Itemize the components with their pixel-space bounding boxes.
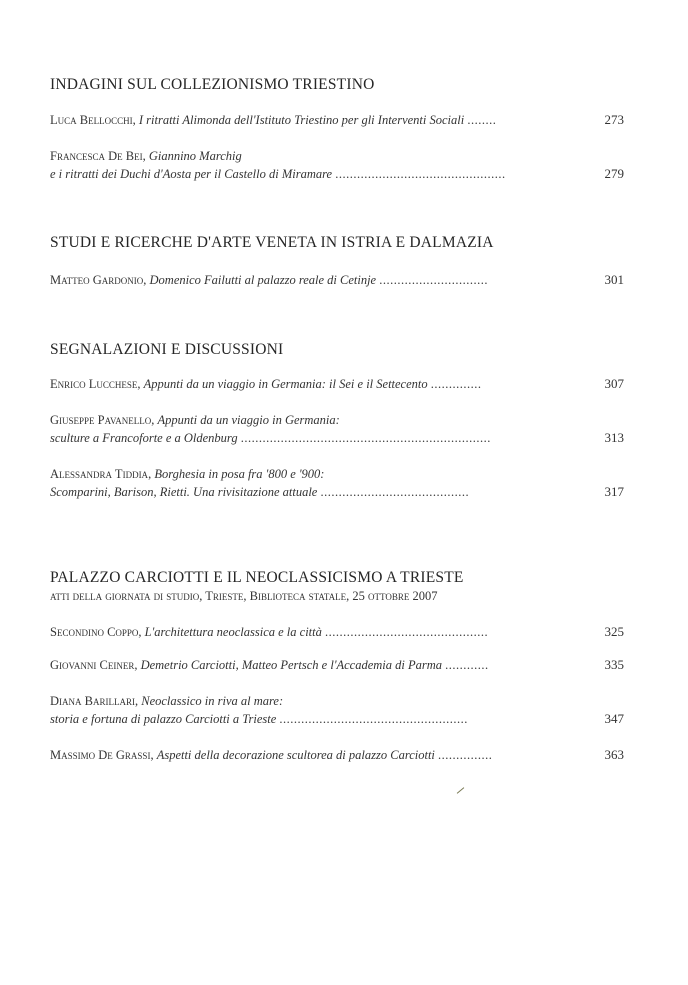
section-title: STUDI E RICERCHE D'ARTE VENETA IN ISTRIA E DALMAZIA	[50, 234, 494, 251]
entry-page-number: 279	[604, 166, 624, 181]
entry-author: Giuseppe Pavanello	[50, 413, 152, 427]
entry-author: Giovanni Ceiner	[50, 658, 135, 672]
toc-entry[interactable]	[50, 375, 624, 393]
entry-line: Alessandra Tiddia, Borghesia in posa fra '800 e '900:	[50, 467, 325, 481]
entry-title: Appunti da un viaggio in Germania: il Sei e il Settecento	[143, 377, 428, 391]
entry-page-number: 301	[604, 272, 624, 287]
section-title: INDAGINI SUL COLLEZIONISMO TRIESTINO	[50, 76, 375, 93]
toc-entry[interactable]	[50, 271, 624, 289]
entry-title: Appunti da un viaggio in Germania:	[157, 413, 340, 427]
toc-entry[interactable]	[50, 656, 624, 674]
entry-author: Enrico Lucchese	[50, 377, 138, 391]
toc-entry[interactable]	[50, 111, 624, 129]
section-title: SEGNALAZIONI E DISCUSSIONI	[50, 341, 284, 358]
entry-title: Demetrio Carciotti, Matteo Pertsch e l'Accademia di Parma	[140, 658, 443, 672]
entry-page-number: 335	[604, 657, 624, 672]
entry-title: Borghesia in posa fra '800 e '900:	[154, 467, 325, 481]
entry-line	[50, 165, 624, 183]
entry-line: Giovanni Ceiner, Demetrio Carciotti, Matteo Pertsch e l'Accademia di Parma ............	[50, 658, 489, 672]
stray-ink-mark	[457, 787, 465, 794]
dot-leader: ...............................................	[335, 167, 506, 181]
entry-line: Massimo De Grassi, Aspetti della decorazione scultorea di palazzo Carciotti ...............	[50, 748, 493, 762]
entry-author: Luca Bellocchi	[50, 113, 133, 127]
entry-page-number: 363	[604, 747, 624, 762]
entry-line: Luca Bellocchi, I ritratti Alimonda dell'Istituto Triestino per gli Interventi Sociali ........	[50, 113, 497, 127]
section-title: PALAZZO CARCIOTTI E IL NEOCLASSICISMO A TRIESTE	[50, 569, 464, 586]
section-heading	[50, 569, 630, 604]
entry-title-continued: e i ritratti dei Duchi d'Aosta per il Castello di Miramare	[50, 167, 333, 181]
entry-page-number: 347	[604, 711, 624, 726]
dot-leader: ............	[445, 658, 489, 672]
entry-title: Giannino Marchig	[148, 149, 242, 163]
entry-author: Massimo De Grassi	[50, 748, 151, 762]
dot-leader: ..............................	[379, 273, 488, 287]
toc-entry[interactable]	[50, 411, 624, 447]
section-heading	[50, 76, 630, 94]
entry-page-number: 317	[604, 484, 624, 499]
entry-line: Secondino Coppo, L'architettura neoclassica e la città .............................................	[50, 625, 489, 639]
section-subtitle: atti della giornata di studio, Trieste, Biblioteca statale, 25 ottobre 2007	[50, 589, 438, 603]
entry-author: Francesca De Bei	[50, 149, 143, 163]
entry-title: Domenico Failutti al palazzo reale di Cetinje	[149, 273, 377, 287]
entry-line	[50, 429, 624, 447]
toc-entry[interactable]	[50, 746, 624, 764]
toc-entry[interactable]	[50, 692, 624, 728]
dot-leader: ....................................................	[279, 712, 468, 726]
entry-title-continued: sculture a Francoforte e a Oldenburg	[50, 431, 238, 445]
entry-title: Aspetti della decorazione scultorea di palazzo Carciotti	[156, 748, 435, 762]
entry-line	[50, 483, 624, 501]
toc-entry[interactable]	[50, 465, 624, 501]
entry-page-number: 313	[604, 430, 624, 445]
entry-title-continued: storia e fortuna di palazzo Carciotti a Trieste	[50, 712, 277, 726]
section-heading	[50, 234, 630, 252]
entry-title: I ritratti Alimonda dell'Istituto Triestino per gli Interventi Sociali	[138, 113, 465, 127]
entry-line: Enrico Lucchese, Appunti da un viaggio in Germania: il Sei e il Settecento ..............	[50, 377, 482, 391]
entry-page-number: 307	[604, 376, 624, 391]
toc-entry[interactable]	[50, 147, 624, 183]
entry-line: Giuseppe Pavanello, Appunti da un viaggio in Germania:	[50, 413, 340, 427]
entry-author: Matteo Gardonio	[50, 273, 144, 287]
section-heading	[50, 341, 630, 359]
entry-author: Alessandra Tiddia	[50, 467, 149, 481]
entry-line: Diana Barillari, Neoclassico in riva al mare:	[50, 694, 284, 708]
dot-leader: ...............	[438, 748, 493, 762]
entry-title: L'architettura neoclassica e la città	[144, 625, 322, 639]
entry-line	[50, 710, 624, 728]
entry-line: Francesca De Bei, Giannino Marchig	[50, 149, 242, 163]
entry-page-number: 273	[604, 112, 624, 127]
entry-title-continued: Scomparini, Barison, Rietti. Una rivisitazione attuale	[50, 485, 318, 499]
entry-author: Diana Barillari	[50, 694, 135, 708]
dot-leader: ........	[467, 113, 497, 127]
toc-entry[interactable]	[50, 623, 624, 641]
entry-title: Neoclassico in riva al mare:	[141, 694, 284, 708]
dot-leader: .........................................	[320, 485, 470, 499]
dot-leader: ..............	[430, 377, 482, 391]
dot-leader: .....................................................................	[240, 431, 491, 445]
entry-line: Matteo Gardonio, Domenico Failutti al palazzo reale di Cetinje ..............................	[50, 273, 488, 287]
entry-page-number: 325	[604, 624, 624, 639]
entry-author: Secondino Coppo	[50, 625, 139, 639]
dot-leader: .............................................	[324, 625, 489, 639]
